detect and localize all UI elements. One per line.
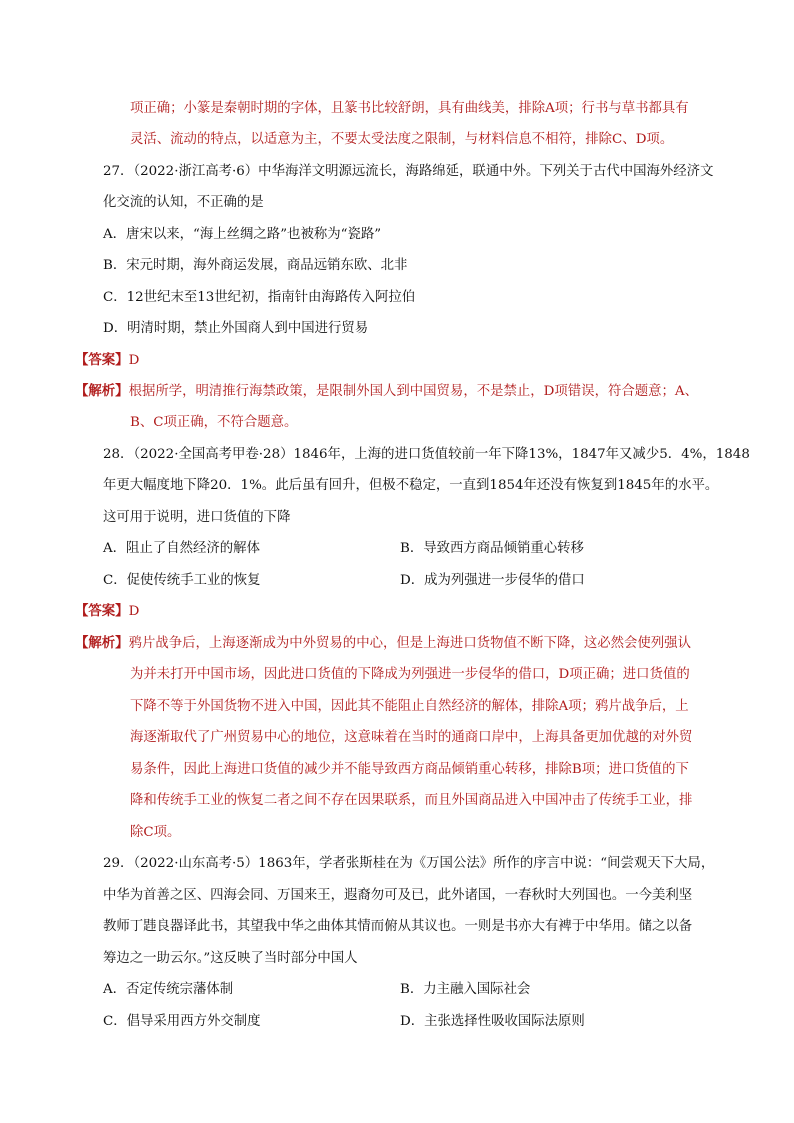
q28-option-d: D．成为列强进一步侵华的借口	[400, 573, 585, 588]
q27-analysis-tag: 【解析】	[75, 384, 129, 399]
q28-analysis-line-3: 下降不等于外国货物不进入中国，因此其不能阻止自然经济的解体，排除A项；鸦片战争后，上	[130, 699, 689, 714]
q28-analysis-line-6: 降和传统手工业的恢复二者之间不存在因果联系，而且外国商品进入中国冲击了传统手工业，排	[130, 793, 693, 808]
q28-analysis-line-7: 除C项。	[130, 825, 181, 840]
q29-option-c: C．倡导采用西方外交制度	[103, 1014, 261, 1029]
q28-stem-line-1: 28．（2022·全国高考甲卷·28）1846年，上海的进口货值较前一年下降13%，1847年又减少5．4%，1848	[103, 447, 750, 462]
prev-explanation-line-2: 灵活、流动的特点，以适意为主，不要太受法度之限制，与材料信息不相符，排除C、D项。	[130, 132, 674, 147]
q27-analysis-text-1: 根据所学，明清推行海禁政策，是限制外国人到中国贸易，不是禁止，D项错误，符合题意；A、	[128, 384, 698, 399]
q28-answer-row	[75, 602, 139, 622]
q27-stem-line-1: 27．（2022·浙江高考·6）中华海洋文明源远流长，海路绵延，联通中外。下列关于古代中国海外经济文	[103, 164, 714, 179]
q29-stem-line-3: 教师丁韪良器译此书，其望我中华之曲体其情而俯从其议也。一则是书亦大有裨于中华用。储之以备	[103, 919, 693, 934]
q27-analysis-line-1	[75, 382, 698, 402]
q27-analysis-line-2: B、C项正确，不符合题意。	[130, 415, 298, 430]
q27-option-d: D．明清时期，禁止外国商人到中国进行贸易	[103, 321, 369, 336]
q29-stem-line-2: 中华为首善之区、四海会同、万国来王，遐裔勿可及已，此外诸国，一春秋时大列国也。一今美利坚	[103, 888, 693, 903]
q29-option-a: A．否定传统宗藩体制	[103, 982, 234, 997]
q28-analysis-tag: 【解析】	[75, 636, 129, 651]
q29-option-b: B．力主融入国际社会	[400, 982, 531, 997]
q28-stem-line-3: 这可用于说明，进口货值的下降	[103, 510, 291, 525]
q29-option-d: D．主张选择性吸收国际法原则	[400, 1014, 585, 1029]
q28-analysis-line-4: 海逐渐取代了广州贸易中心的地位，这意味着在当时的通商口岸中，上海具备更加优越的对外贸	[130, 730, 693, 745]
q27-option-b: B．宋元时期，海外商运发展，商品远销东欧、北非	[103, 258, 408, 273]
q27-stem-line-2: 化交流的认知，不正确的是	[103, 195, 264, 210]
q28-analysis-text-1: 鸦片战争后，上海逐渐成为中外贸易的中心，但是上海进口货物值不断下降，这必然会使列强认	[128, 636, 691, 651]
q28-option-c: C．促使传统手工业的恢复	[103, 573, 261, 588]
prev-explanation-line-1: 项正确；小篆是秦朝时期的字体，且篆书比较舒朗，具有曲线美，排除A项；行书与草书都具有	[130, 101, 689, 116]
q28-analysis-line-2: 为并未打开中国市场，因此进口货值的下降成为列强进一步侵华的借口，D项正确；进口货值的	[130, 667, 690, 682]
q28-answer: D	[128, 604, 140, 619]
q29-stem-line-4: 筹边之一助云尔。”这反映了当时部分中国人	[103, 951, 358, 966]
q28-option-b: B．导致西方商品倾销重心转移	[400, 541, 584, 556]
q28-answer-tag: 【答案】	[75, 604, 129, 619]
q29-stem-line-1: 29．（2022·山东高考·5）1863年，学者张斯桂在为《万国公法》所作的序言中说：“间尝观天下大局，	[103, 856, 715, 871]
q27-answer-row	[75, 351, 139, 371]
q28-analysis-line-1	[75, 634, 691, 654]
q28-analysis-line-5: 易条件，因此上海进口货值的减少并不能导致西方商品倾销重心转移，排除B项；进口货值的下	[130, 762, 689, 777]
q27-option-a: A．唐宋以来，“海上丝绸之路”也被称为“瓷路”	[103, 227, 382, 242]
q27-answer: D	[128, 353, 140, 368]
q28-stem-line-2: 年更大幅度地下降20．1%。此后虽有回升，但极不稳定，一直到1854年还没有恢复到1845年的水平。	[103, 478, 719, 493]
q27-answer-tag: 【答案】	[75, 353, 129, 368]
q28-option-a: A．阻止了自然经济的解体	[103, 541, 260, 556]
q27-option-c: C．12世纪末至13世纪初，指南针由海路传入阿拉伯	[103, 290, 416, 305]
